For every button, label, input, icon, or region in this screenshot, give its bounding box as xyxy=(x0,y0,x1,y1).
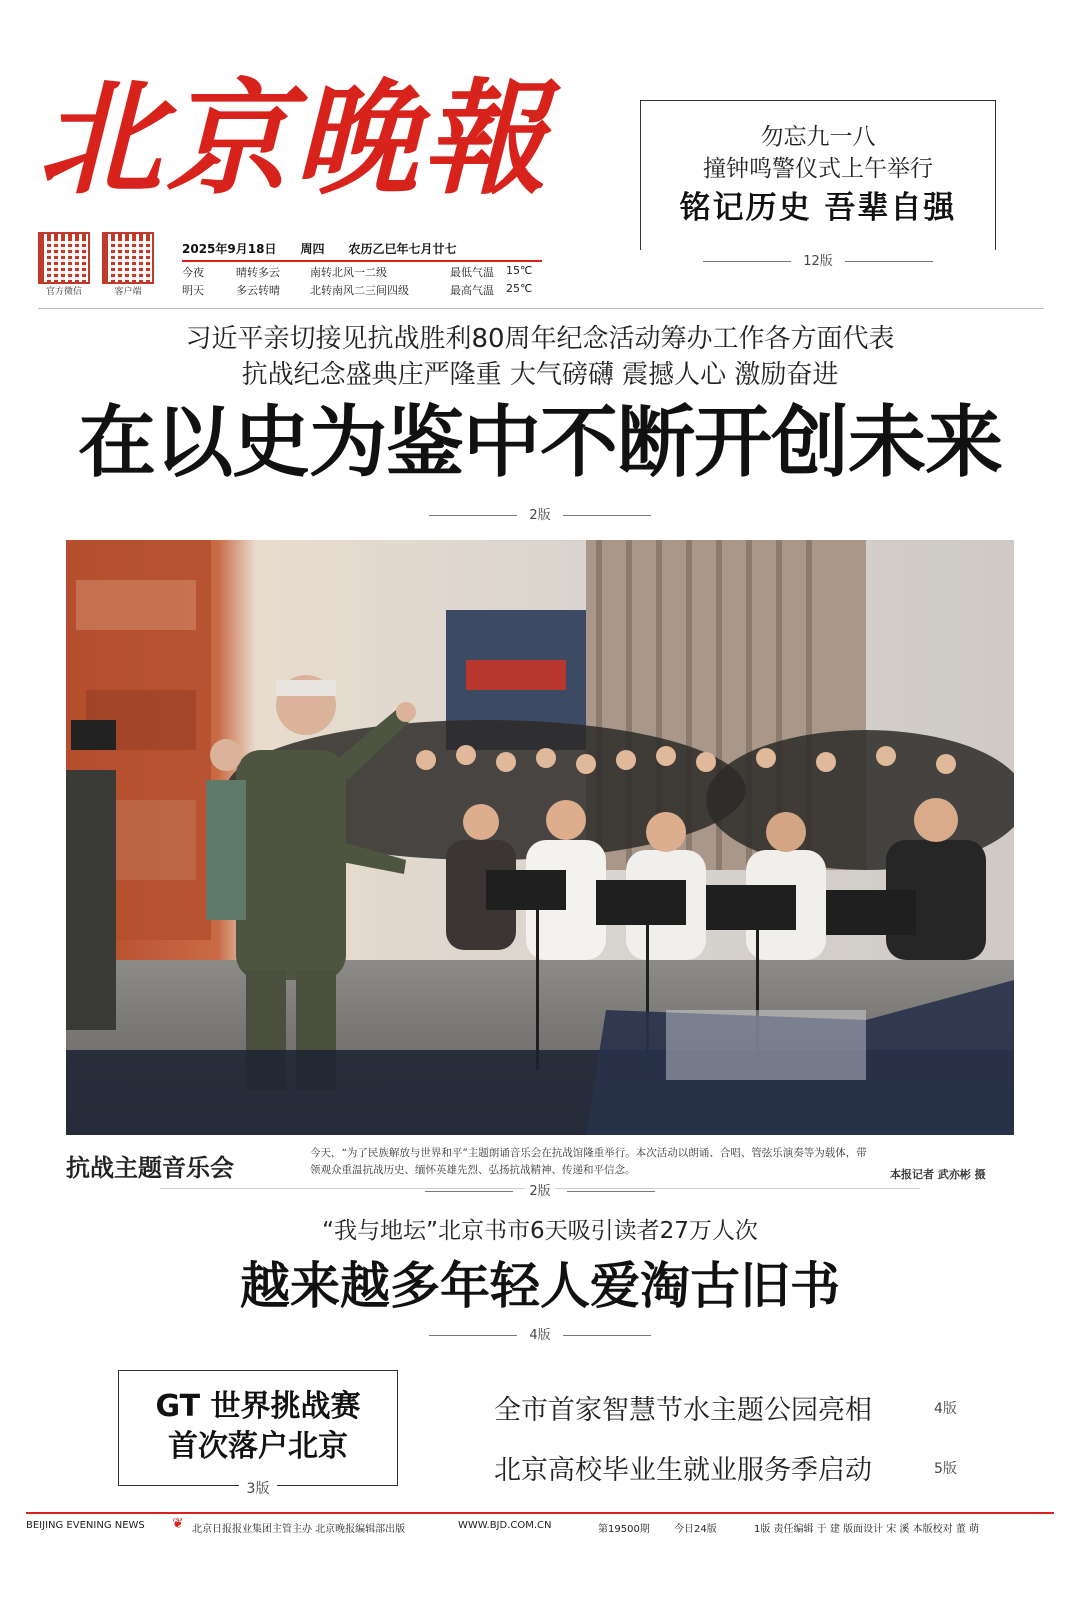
gt-line2: 首次落户北京 xyxy=(168,1429,348,1464)
photo-credit: 本报记者 武亦彬 摄 xyxy=(890,1168,986,1181)
qr-label: 官方微信 xyxy=(45,287,82,297)
page-ref-text: 3版 xyxy=(239,1481,278,1497)
lead-headline[interactable]: 在以史为鉴中不断开创未来 xyxy=(77,398,1002,488)
footer xyxy=(26,1516,1054,1536)
divider xyxy=(38,308,1044,309)
lead-subhead-1: 习近平亲切接见抗战胜利80周年纪念活动筹办工作各方面代表 xyxy=(185,324,895,354)
qr-code-icon xyxy=(38,232,90,284)
weather-label: 明天 xyxy=(182,284,204,297)
page-ref-text: 12版 xyxy=(803,254,833,269)
concert-photo xyxy=(66,540,1014,1135)
qr-label: 客户端 xyxy=(114,287,142,297)
photo-caption-title: 抗战主题音乐会 xyxy=(66,1154,234,1182)
promo-headline: 铭记历史 吾辈自强 xyxy=(679,190,957,226)
lead-subhead-2: 抗战纪念盛典庄严隆重 大气磅礴 震撼人心 激励奋进 xyxy=(241,360,839,390)
page-ref-text: 2版 xyxy=(529,508,551,523)
temp-value: 25℃ xyxy=(506,282,533,295)
side-story-2[interactable]: 北京高校毕业生就业服务季启动 xyxy=(494,1455,872,1486)
photo-page-ref[interactable] xyxy=(0,1180,1080,1199)
qr-official-wechat[interactable] xyxy=(38,232,94,297)
story2-subhead: “我与地坛”北京书市6天吸引读者27万人次 xyxy=(322,1218,758,1244)
weather-label: 今夜 xyxy=(182,266,204,279)
promo-box[interactable] xyxy=(640,100,996,258)
page-ref-text: 4版 xyxy=(529,1328,551,1343)
weekday: 周四 xyxy=(300,242,325,256)
footer-rule xyxy=(26,1512,1054,1514)
qr-code-icon xyxy=(102,232,154,284)
weather-tomorrow xyxy=(182,282,542,300)
qr-client[interactable] xyxy=(102,232,158,297)
gt-box[interactable] xyxy=(118,1370,398,1486)
photo-caption-text: 今天，“为了民族解放与世界和平”主题朗诵音乐会在抗战馆隆重举行。本次活动以朗诵、合唱、管弦乐演奏等为载体，带领观众重温抗战历史、缅怀英雄先烈、弘扬抗战精神、传递和平信念。 xyxy=(310,1147,867,1176)
temp-value: 15℃ xyxy=(506,264,533,277)
weather-wind: 北转南风二三间四级 xyxy=(310,284,409,297)
logo-icon: ❦ xyxy=(172,1516,184,1532)
footer-url[interactable]: WWW.BJD.COM.CN xyxy=(458,1520,552,1531)
page-ref-text: 2版 xyxy=(525,1184,554,1199)
gt-page-ref[interactable] xyxy=(118,1478,398,1498)
footer-issue: 第19500期 xyxy=(598,1524,650,1535)
footer-brand: BEIJING EVENING NEWS xyxy=(26,1520,145,1531)
temp-label: 最高气温 xyxy=(450,284,494,297)
side-story-1-page[interactable]: 4版 xyxy=(934,1401,957,1417)
story2-page-ref[interactable] xyxy=(0,1324,1080,1343)
issue-date: 2025年9月18日 xyxy=(182,242,277,256)
weather-sky: 多云转晴 xyxy=(236,284,280,297)
masthead-logo xyxy=(38,52,598,227)
footer-editors: 1版 责任编辑 于 建 版面设计 宋 溪 本版校对 董 萌 xyxy=(754,1524,979,1535)
promo-line1: 勿忘九一八 xyxy=(760,124,876,150)
promo-page-ref[interactable] xyxy=(640,250,996,269)
weather-today xyxy=(182,264,542,282)
footer-publisher: 北京日报报业集团主管主办 北京晚报编辑部出版 xyxy=(192,1524,406,1535)
side-story-1[interactable]: 全市首家智慧节水主题公园亮相 xyxy=(494,1395,872,1426)
temp-label: 最低气温 xyxy=(450,266,494,279)
footer-pages: 今日24版 xyxy=(674,1524,717,1535)
side-story-2-page[interactable]: 5版 xyxy=(934,1461,957,1477)
gt-line1: GT 世界挑战赛 xyxy=(155,1389,361,1424)
story2-headline[interactable]: 越来越多年轻人爱淘古旧书 xyxy=(240,1257,840,1315)
lead-page-ref[interactable] xyxy=(0,504,1080,523)
masthead-title: 北京晚報 xyxy=(38,67,551,212)
lunar-date: 农历乙巳年七月廿七 xyxy=(348,242,457,256)
weather-sky: 晴转多云 xyxy=(236,266,280,279)
date-line xyxy=(182,240,542,262)
promo-line2: 撞钟鸣警仪式上午举行 xyxy=(703,156,933,182)
weather-wind: 南转北风一二级 xyxy=(310,266,387,279)
